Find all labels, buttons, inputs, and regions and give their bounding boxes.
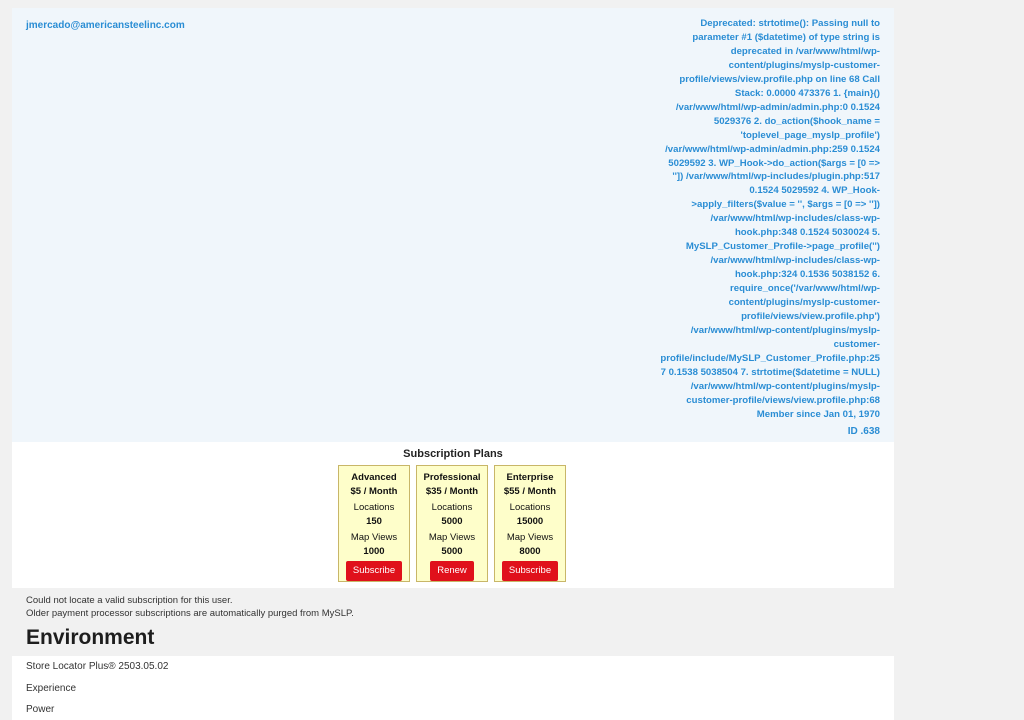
subscription-plans-title: Subscription Plans xyxy=(403,448,503,460)
subscribe-advanced-button[interactable]: Subscribe xyxy=(346,561,402,581)
customer-id: ID .638 xyxy=(847,426,880,437)
plan-views-label: Map Views xyxy=(350,532,398,543)
plan-name: Professional xyxy=(423,472,481,483)
plan-card-enterprise xyxy=(494,465,566,582)
plan-price: $5 / Month xyxy=(350,486,398,497)
profile-panel xyxy=(12,8,894,442)
main-content xyxy=(12,0,894,720)
customer-email-link[interactable]: jmercado@americansteelinc.com xyxy=(26,20,185,31)
notice-line-1: Could not locate a valid subscription for this user. xyxy=(26,595,233,606)
plan-locations-value: 5000 xyxy=(441,516,463,527)
plan-views-value: 1000 xyxy=(363,546,385,557)
plan-locations-label: Locations xyxy=(509,502,551,513)
right-gutter xyxy=(894,0,1024,720)
plan-locations-value: 150 xyxy=(366,516,382,527)
top-strip xyxy=(12,0,894,8)
plan-name: Enterprise xyxy=(506,472,554,483)
plan-views-value: 5000 xyxy=(441,546,463,557)
plan-locations-label: Locations xyxy=(353,502,395,513)
plan-views-label: Map Views xyxy=(506,532,554,543)
deprecation-warning: Deprecated: strtotime(): Passing null to parameter #1 ($datetime) of type string is deprecated in /var/www/html/wp-content/plugins/myslp-customer-profile/views/view.profile.php on line 68 Call Stack: 0.0000 473376 1. {main}() /var/www/html/wp-admin/admin.php:0 0.1524 5029376 2. do_action($hook_name = 'toplevel_page_myslp_profile') /var/www/html/wp-admin/admin.php:259 0.1524 5029592 3. WP_Hook->do_action($args = [0 => '']) /var/www/html/wp-includes/plugin.php:517 0.1524 5029592 4. WP_Hook->apply_filters($value = '', $args = [0 => '']) /var/www/html/wp-includes/class-wp-hook.php:348 0.1524 5030024 5. MySLP_Customer_Profile->page_profile('') /var/www/html/wp-includes/class-wp-hook.php:324 0.1536 5038152 6. require_once('/var/www/html/wp-content/plugins/myslp-customer-profile/views/view.profile.php') /var/www/html/wp-content/plugins/myslp-customer-profile/include/MySLP_Customer_Profile.php:257 0.1538 5038504 7. strtotime($datetime = NULL) /var/www/html/wp-content/plugins/myslp-customer-profile/views/view.profile.php:68 Member since Jan 01, 1970 xyxy=(660,18,880,420)
subscribe-enterprise-button[interactable]: Subscribe xyxy=(502,561,558,581)
plan-price: $35 / Month xyxy=(425,486,479,497)
plan-locations-value: 15000 xyxy=(516,516,544,527)
renew-professional-button[interactable]: Renew xyxy=(430,561,474,581)
plan-views-value: 8000 xyxy=(519,546,541,557)
plan-card-professional xyxy=(416,465,488,582)
environment-item-version: Store Locator Plus® 2503.05.02 xyxy=(26,661,169,672)
environment-item-experience: Experience xyxy=(26,683,77,694)
plan-price: $55 / Month xyxy=(503,486,557,497)
plan-views-label: Map Views xyxy=(428,532,476,543)
plan-card-advanced xyxy=(338,465,410,582)
plan-locations-label: Locations xyxy=(431,502,473,513)
environment-heading: Environment xyxy=(26,626,155,649)
environment-item-power: Power xyxy=(26,704,55,715)
plan-name: Advanced xyxy=(351,472,397,483)
notice-line-2: Older payment processor subscriptions are automatically purged from MySLP. xyxy=(26,608,354,619)
